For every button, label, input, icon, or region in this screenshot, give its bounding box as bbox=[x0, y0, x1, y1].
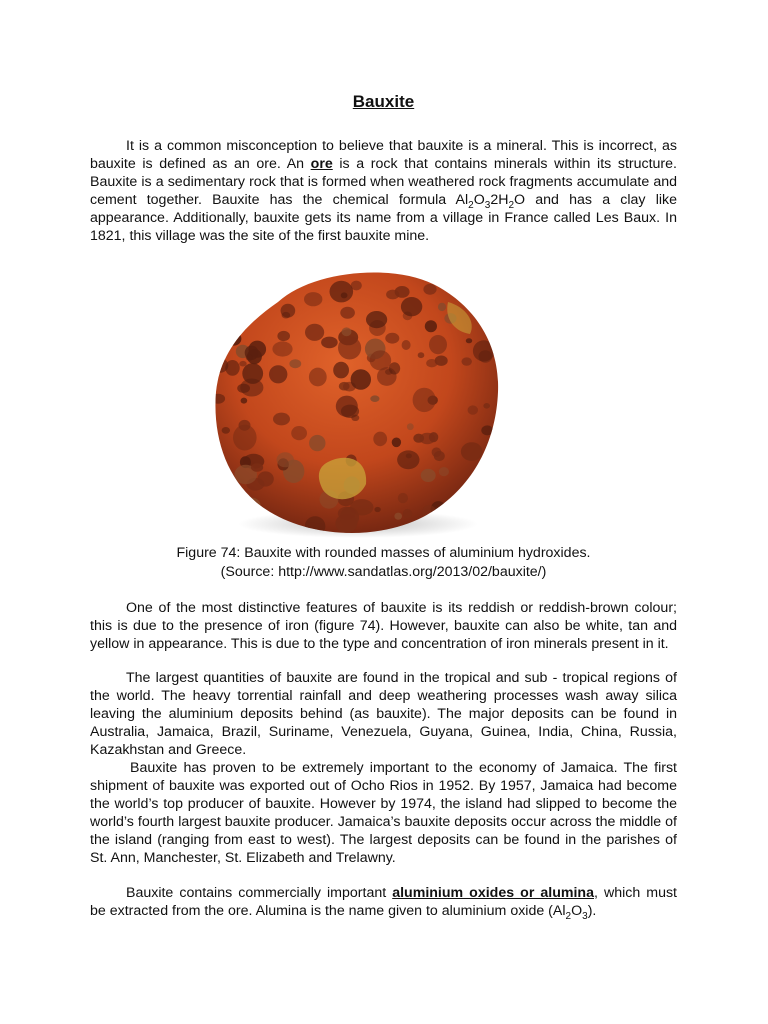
intro-text-3: O bbox=[473, 192, 485, 208]
bauxite-rock-image bbox=[208, 262, 508, 544]
intro-text-4: 2H bbox=[490, 192, 509, 208]
subscript: 3 bbox=[484, 199, 491, 211]
subscript: 2 bbox=[508, 199, 515, 211]
intro-text-1: It is a common misconception to believe that bauxite is a mineral. This is incorrect, as bauxite is defined as an ore. An bbox=[90, 138, 677, 172]
figure-source: (Source: http://www.sandatlas.org/2013/02/bauxite/) bbox=[220, 564, 547, 580]
alumina-text-4: ). bbox=[587, 903, 597, 919]
subscript: 2 bbox=[468, 199, 474, 211]
subscript: 3 bbox=[582, 910, 588, 922]
colour-paragraph: One of the most distinctive features of bauxite is its reddish or reddish-brown colour; this is due to the presence of iron (figure 74). However, bauxite can also be white, tan and yellow in appearance. This is due to the type and concentration of iron minerals present in it. bbox=[90, 600, 677, 652]
alumina-text-2: , which must be extracted from the ore. Alumina is the name given to aluminium oxide (Al bbox=[90, 885, 678, 919]
alumina-paragraph bbox=[90, 884, 677, 920]
alumina-text-3: O bbox=[571, 903, 583, 919]
intro-text-5: O and has a clay like appearance. Additionally, bauxite gets its name from a village in France called Les Baux. In 1821, this village was the site of the first bauxite mine. bbox=[90, 192, 677, 244]
alumina-text-1: Bauxite contains commercially important bbox=[126, 885, 393, 901]
intro-text-2: is a rock that contains minerals within its structure. Bauxite is a sedimentary rock that is formed when weathered rock fragments accumulate and cement together. Bauxite has the chemical formula Al bbox=[90, 156, 677, 208]
subscript: 2 bbox=[565, 910, 572, 922]
ore-term: ore bbox=[310, 156, 333, 172]
deposits-paragraph: The largest quantities of bauxite are found in the tropical and sub - tropical regions of the world. The heavy torrential rainfall and deep weathering processes wash away silica leaving the aluminium deposits behind (as bauxite). The major deposits can be found in Australia, Jamaica, Brazil, Suriname, Venezuela, Guyana, Guinea, India, China, Russia, Kazakhstan and Greece. bbox=[90, 670, 677, 758]
bauxite-rock-icon bbox=[208, 262, 508, 544]
figure-caption: Figure 74: Bauxite with rounded masses of aluminium hydroxides. bbox=[176, 545, 591, 561]
jamaica-paragraph: Bauxite has proven to be extremely important to the economy of Jamaica. The first shipment of bauxite was exported out of Ocho Rios in 1952. By 1957, Jamaica had become the world’s top producer of bauxite. However by 1974, the island had slipped to become the world’s fourth largest bauxite producer. Jamaica’s bauxite deposits occur across the middle of the island (ranging from east to west). The largest deposits can be found in the parishes of St. Ann, Manchester, St. Elizabeth and Trelawny. bbox=[90, 760, 677, 866]
page-title: Bauxite bbox=[352, 92, 415, 111]
intro-paragraph bbox=[90, 137, 677, 245]
alumina-term: aluminium oxides or alumina bbox=[392, 885, 594, 901]
